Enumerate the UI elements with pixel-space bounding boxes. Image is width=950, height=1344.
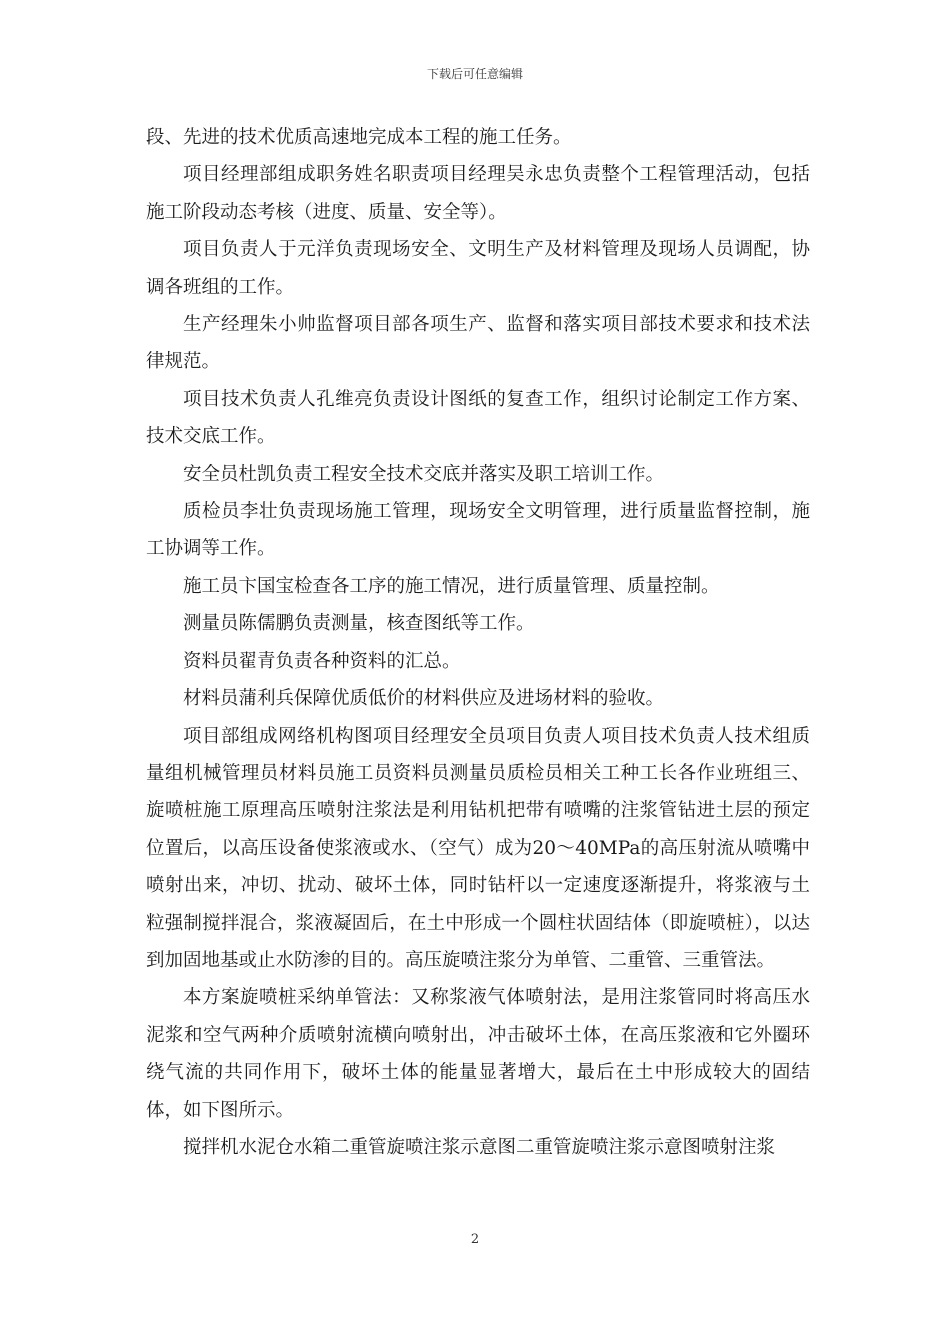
paragraph-5: 项目技术负责人孔维亮负责设计图纸的复查工作，组织讨论制定工作方案、技术交底工作。 <box>146 388 810 448</box>
paragraph-12: 项目部组成网络机构图项目经理安全员项目负责人项目技术负责人技术组质量组机械管理员材料员施工员资料员测量员质检员相关工种工长各作业班组三、旋喷桩施工原理高压喷射注浆法是利用钻机把带有喷嘴的注浆管钻进土层的预定位置后，以高压设备使浆液或水、（空气）成为20～40MPa的高压射流从喷嘴中喷射出来，冲切、扰动、破坏土体，同时钻杆以一定速度逐渐提升，将浆液与土粒强制搅拌混合，浆液凝固后，在土中形成一个圆柱状固结体（即旋喷桩），以达到加固地基或止水防渗的目的。高压旋喷注浆分为单管、二重管、三重管法。 <box>146 725 810 971</box>
paragraph-13: 本方案旋喷桩采纳单管法：又称浆液气体喷射法，是用注浆管同时将高压水泥浆和空气两种介质喷射流横向喷射出，冲击破坏土体，在高压浆液和它外圈环绕气流的共同作用下，破坏土体的能量显著增大，最后在土中形成较大的固结体，如下图所示。 <box>146 987 810 1121</box>
paragraph-8: 施工员卞国宝检查各工序的施工情况，进行质量管理、质量控制。 <box>183 575 720 597</box>
paragraph-6: 安全员杜凯负责工程安全技术交底并落实及职工培训工作。 <box>183 463 665 485</box>
paragraph-14: 搅拌机水泥仓水箱二重管旋喷注浆示意图二重管旋喷注浆示意图喷射注浆 <box>183 1136 776 1158</box>
paragraph-10: 资料员翟青负责各种资料的汇总。 <box>183 650 461 672</box>
page-header: 下载后可任意编辑 <box>426 67 523 81</box>
paragraph-9: 测量员陈儒鹏负责测量，核查图纸等工作。 <box>183 613 535 635</box>
page-number: 2 <box>470 1232 480 1247</box>
paragraph-7: 质检员李壮负责现场施工管理，现场安全文明管理，进行质量监督控制，施工协调等工作。 <box>146 501 810 560</box>
paragraph-1: 段、先进的技术优质高速地完成本工程的施工任务。 <box>146 127 572 148</box>
paragraph-11: 材料员蒲利兵保障优质低价的材料供应及进场材料的验收。 <box>183 688 665 710</box>
paragraph-2: 项目经理部组成职务姓名职责项目经理吴永忠负责整个工程管理活动，包括施工阶段动态考核（进度、质量、安全等）。 <box>146 164 810 223</box>
paragraph-3: 项目负责人于元洋负责现场安全、文明生产及材料管理及现场人员调配，协调各班组的工作。 <box>146 239 810 298</box>
paragraph-4: 生产经理朱小帅监督项目部各项生产、监督和落实项目部技术要求和技术法律规范。 <box>146 314 810 373</box>
document-body <box>146 119 810 1166</box>
